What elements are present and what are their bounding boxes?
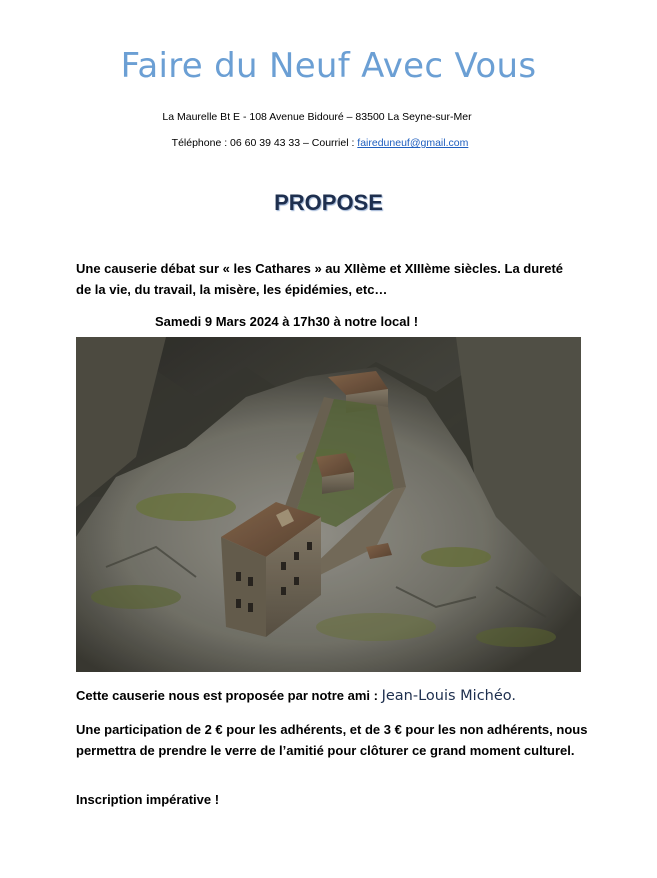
- phone-text: Téléphone : 06 60 39 43 33 – Courriel :: [171, 137, 358, 149]
- inscription-text: Inscription impérative !: [76, 792, 220, 807]
- contact-line: [0, 136, 640, 150]
- heading-propose: PROPOSE: [274, 190, 383, 215]
- castle-photo: [76, 337, 581, 672]
- page-title: Faire du Neuf Avec Vous: [120, 46, 537, 86]
- presenter-name: Jean-Louis Michéo: [381, 688, 512, 704]
- presenter-intro: Cette causerie nous est proposée par notre ami :: [76, 688, 382, 703]
- event-description: Une causerie débat sur « les Cathares » au XIIème et XIIIème siècles. La dureté de la vie, du travail, la misère, les épidémies, etc…: [76, 261, 564, 297]
- presenter-end: .: [511, 688, 517, 704]
- event-date: Samedi 9 Mars 2024 à 17h30 à notre local !: [155, 314, 419, 329]
- presenter-line: [76, 685, 596, 707]
- email-link[interactable]: faireduneuf@gmail.com: [357, 137, 469, 149]
- address-line: La Maurelle Bt E - 108 Avenue Bidouré – 83500 La Seyne-sur-Mer: [162, 111, 472, 123]
- participation-text: Une participation de 2 € pour les adhérents, et de 3 € pour les non adhérents, nous permettra de prendre le verre de l’amitié pour clôturer ce grand moment culturel.: [76, 722, 588, 758]
